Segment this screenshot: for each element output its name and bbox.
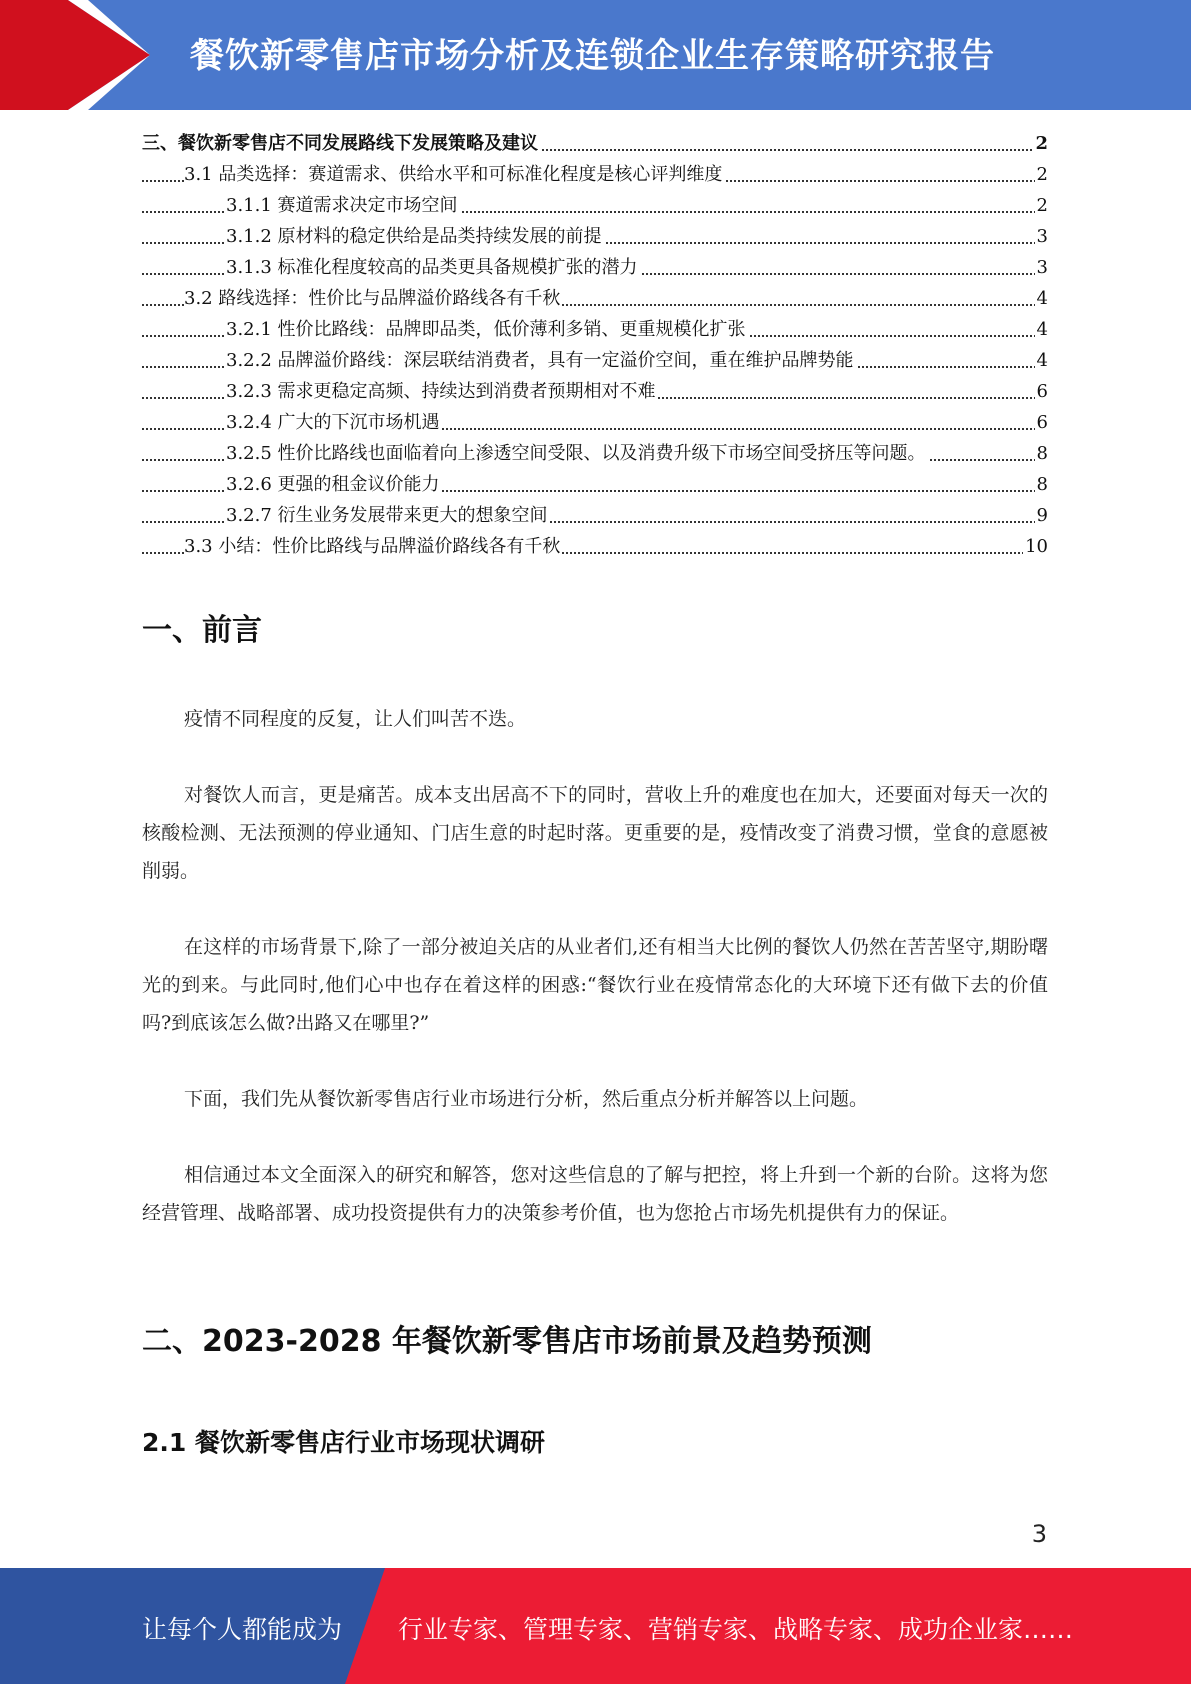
toc-entry[interactable] bbox=[142, 221, 1048, 252]
page-number: 3 bbox=[1031, 1520, 1047, 1548]
toc-entry-title: 3.1.2 原材料的稳定供给是品类持续发展的前提 bbox=[226, 226, 602, 247]
section-heading-forecast: 二、2023-2028 年餐饮新零售店市场前景及趋势预测 bbox=[142, 1324, 872, 1359]
toc-entry[interactable] bbox=[142, 159, 1048, 190]
toc-entry-page: 4 bbox=[1035, 283, 1048, 314]
toc-entry-title: 3.2.6 更强的租金议价能力 bbox=[226, 474, 440, 495]
toc-entry-title: 3.2.4 广大的下沉市场机遇 bbox=[226, 412, 440, 433]
toc-entry-page: 10 bbox=[1023, 531, 1048, 562]
toc-entry-title: 3.2.2 品牌溢价路线：深层联结消费者，具有一定溢价空间，重在维护品牌势能 bbox=[226, 350, 854, 371]
subsection-heading: 2.1 餐饮新零售店行业市场现状调研 bbox=[142, 1428, 545, 1457]
toc-entry-page: 4 bbox=[1035, 345, 1048, 376]
header-red-arrow-shape bbox=[0, 0, 150, 110]
toc-entry-page: 6 bbox=[1035, 376, 1048, 407]
toc-entry[interactable] bbox=[142, 500, 1048, 531]
toc-entry[interactable] bbox=[142, 376, 1048, 407]
toc-entry-page: 2 bbox=[1035, 190, 1048, 221]
toc-entry-title: 3.2 路线选择：性价比与品牌溢价路线各有千秋 bbox=[184, 288, 561, 309]
paragraph: 下面，我们先从餐饮新零售店行业市场进行分析，然后重点分析并解答以上问题。 bbox=[184, 1088, 869, 1110]
toc-entry-title: 3.2.7 衍生业务发展带来更大的想象空间 bbox=[226, 505, 548, 526]
table-of-contents bbox=[142, 128, 1048, 562]
report-title: 餐饮新零售店市场分析及连锁企业生存策略研究报告 bbox=[190, 36, 995, 76]
toc-entry-page: 8 bbox=[1035, 438, 1048, 469]
toc-entry-title: 3.1.1 赛道需求决定市场空间 bbox=[226, 195, 458, 216]
paragraph: 疫情不同程度的反复，让人们叫苦不迭。 bbox=[184, 708, 527, 730]
toc-entry[interactable] bbox=[142, 283, 1048, 314]
toc-entry[interactable] bbox=[142, 407, 1048, 438]
toc-entry[interactable] bbox=[142, 469, 1048, 500]
toc-entry-page: 3 bbox=[1035, 252, 1048, 283]
toc-entry[interactable] bbox=[142, 438, 1048, 469]
toc-entry-title: 3.2.5 性价比路线也面临着向上渗透空间受限、以及消费升级下市场空间受挤压等问题。 bbox=[226, 443, 926, 464]
paragraph: 在这样的市场背景下,除了一部分被迫关店的从业者们,还有相当大比例的餐饮人仍然在苦苦坚守,期盼曙光的到来。与此同时,他们心中也存在着这样的困惑:“餐饮行业在疫情常态化的大环境下还有做下去的价值吗?到底该怎么做?出路又在哪里?” bbox=[142, 936, 1048, 1034]
toc-entry[interactable] bbox=[142, 345, 1048, 376]
toc-entry-page: 6 bbox=[1035, 407, 1048, 438]
toc-entry-title: 3.3 小结：性价比路线与品牌溢价路线各有千秋 bbox=[184, 536, 561, 557]
toc-entry-title: 3.1.3 标准化程度较高的品类更具备规模扩张的潜力 bbox=[226, 257, 638, 278]
toc-entry[interactable] bbox=[142, 314, 1048, 345]
toc-entry[interactable] bbox=[142, 252, 1048, 283]
toc-entry-page: 2 bbox=[1033, 128, 1048, 159]
toc-entry-page: 4 bbox=[1035, 314, 1048, 345]
toc-entry[interactable] bbox=[142, 531, 1048, 562]
paragraph: 相信通过本文全面深入的研究和解答，您对这些信息的了解与把控，将上升到一个新的台阶。这将为您经营管理、战略部署、成功投资提供有力的决策参考价值，也为您抢占市场先机提供有力的保证。 bbox=[142, 1164, 1048, 1224]
toc-entry-page: 8 bbox=[1035, 469, 1048, 500]
toc-entry-title: 3.2.3 需求更稳定高频、持续达到消费者预期相对不难 bbox=[226, 381, 656, 402]
header-band bbox=[0, 0, 1191, 110]
toc-entry[interactable] bbox=[142, 190, 1048, 221]
footer-slogan-right: 行业专家、管理专家、营销专家、战略专家、成功企业家…… bbox=[398, 1615, 1074, 1644]
paragraph: 对餐饮人而言，更是痛苦。成本支出居高不下的同时，营收上升的难度也在加大，还要面对每天一次的核酸检测、无法预测的停业通知、门店生意的时起时落。更重要的是，疫情改变了消费习惯，堂食的意愿被削弱。 bbox=[142, 784, 1048, 882]
section-heading-preface: 一、前言 bbox=[142, 613, 262, 648]
toc-entry-page: 9 bbox=[1035, 500, 1048, 531]
toc-entry-page: 2 bbox=[1035, 159, 1048, 190]
toc-entry-page: 3 bbox=[1035, 221, 1048, 252]
footer-slogan-left: 让每个人都能成为 bbox=[142, 1615, 343, 1644]
toc-entry-title: 三、餐饮新零售店不同发展路线下发展策略及建议 bbox=[142, 133, 538, 154]
toc-entry-title: 3.2.1 性价比路线：品牌即品类，低价薄利多销、更重规模化扩张 bbox=[226, 319, 746, 340]
toc-entry-title: 3.1 品类选择：赛道需求、供给水平和可标准化程度是核心评判维度 bbox=[184, 164, 723, 185]
toc-entry[interactable] bbox=[142, 128, 1048, 159]
